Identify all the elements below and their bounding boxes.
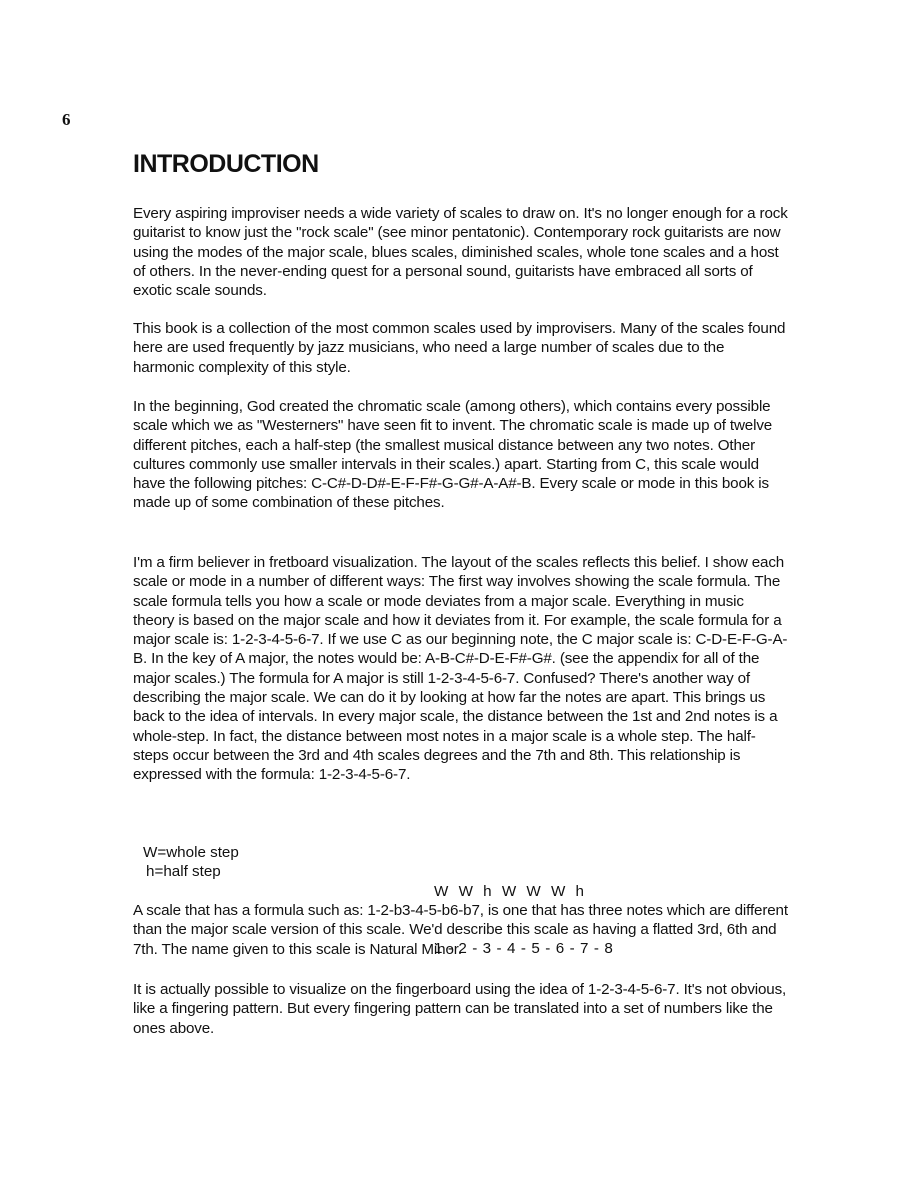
formula-steps: W W h W W W h — [434, 882, 585, 900]
paragraph-natural-minor: A scale that has a formula such as: 1-2-b3-4-5-b6-b7, is one that has three notes which are different than the major scale version of this scale. We'd describe this scale as having a flatted 3rd, 6th and 7th. The name given to this scale is Natural Minor. — [133, 902, 788, 958]
page-number: 6 — [62, 110, 71, 129]
paragraph-chromatic-scale: In the beginning, God created the chromatic scale (among others), which contains every possible scale which we as "Westerners" have seen fit to invent. The chromatic scale is made up of twelve different pitches, each a half-step (the smallest musical distance between any two notes. Other cultures commonly use smaller intervals in their scales.) apart. Starting from C, this scale would have the following pitches: C-C#-D-D#-E-F-F#-G-G#-A-A#-B. Every scale or mode in this book is made up of some combination of these pitches. — [133, 398, 773, 512]
step-legend — [143, 843, 239, 882]
formula-degrees: 1 - 2 - 3 - 4 - 5 - 6 - 7 - 8 — [434, 940, 614, 958]
legend-half-step: h=half step — [146, 863, 221, 881]
paragraph-fingerboard: It is actually possible to visualize on the fingerboard using the idea of 1-2-3-4-5-6-7. It's not obvious, like a fingering pattern. But every fingering pattern can be translated into a set of numbers like the ones above. — [133, 981, 787, 1037]
paragraph-intro: Every aspiring improviser needs a wide variety of scales to draw on. It's no longer enough for a rock guitarist to know just the "rock scale" (see minor pentatonic). Contemporary rock guitarists are now using the modes of the major scale, blues scales, diminished scales, whole tone scales and a host of others. In the never-ending quest for a personal sound, guitarists have embraced all sorts of exotic scale sounds. — [133, 205, 788, 300]
paragraph-fretboard-visualization: I'm a firm believer in fretboard visualization. The layout of the scales reflects this belief. I show each scale or mode in a number of different ways: The first way involves showing the scale formula. The scale formula tells you how a scale or mode deviates from a major scale. Everything in music theory is based on the major scale and how it deviates from it. For example, the scale formula for a major scale is: 1-2-3-4-5-6-7. If we use C as our beginning note, the C major scale is: C-D-E-F-G-A-B. In the key of A major, the notes would be: A-B-C#-D-E-F#-G#. (see the appendix for all of the major scales.) The formula for A major is still 1-2-3-4-5-6-7. Confused? There's another way of describing the major scale. We can do it by looking at how far the notes are apart. This brings us back to the idea of intervals. In every major scale, the distance between the 1st and 2nd notes is a whole-step. In fact, the distance between most notes in a major scale is a whole step. The half-steps occur between the 3rd and 4th scales degrees and the 7th and 8th. This relationship is expressed with the formula: 1-2-3-4-5-6-7. — [133, 554, 788, 784]
page-title: INTRODUCTION — [133, 150, 319, 178]
paragraph-book-purpose: This book is a collection of the most common scales used by improvisers. Many of the scales found here are used frequently by jazz musicians, who need a large number of scales due to the harmonic complexity of this style. — [133, 320, 786, 376]
legend-whole-step: W=whole step — [143, 844, 239, 861]
